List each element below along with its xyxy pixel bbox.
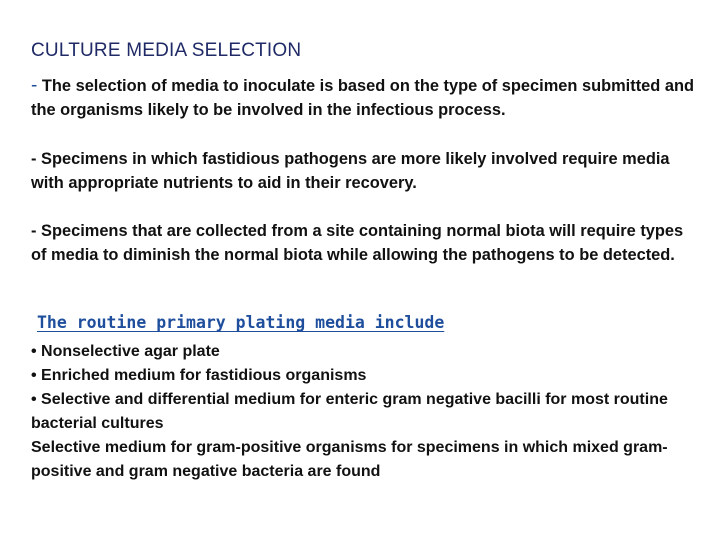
paragraph-media-selection (31, 74, 703, 122)
paragraph-fastidious-pathogens: - Specimens in which fastidious pathogens are more likely involved require media with appropriate nutrients to aid in their recovery. (31, 150, 670, 192)
paragraph-dash: - (31, 75, 38, 96)
list-item: Selective medium for gram-positive organisms for specimens in which mixed gram-positive and gram negative bacteria are found (31, 439, 668, 480)
subheading-text: The routine primary plating media include (37, 313, 445, 332)
subheading-routine-media (37, 313, 444, 332)
list-item: • Selective and differential medium for enteric gram negative bacilli for most routine bacterial cultures (31, 391, 668, 432)
list-item: • Enriched medium for fastidious organisms (31, 367, 367, 384)
slide-title: CULTURE MEDIA SELECTION (31, 40, 302, 61)
media-list (31, 340, 703, 484)
paragraph-normal-biota: - Specimens that are collected from a site containing normal biota will require types of media to diminish the normal biota while allowing the pathogens to be detected. (31, 222, 684, 264)
list-item: • Nonselective agar plate (31, 343, 220, 360)
paragraph-text: The selection of media to inoculate is based on the type of specimen submitted and the organisms likely to be involved in the infectious process. (31, 77, 694, 119)
